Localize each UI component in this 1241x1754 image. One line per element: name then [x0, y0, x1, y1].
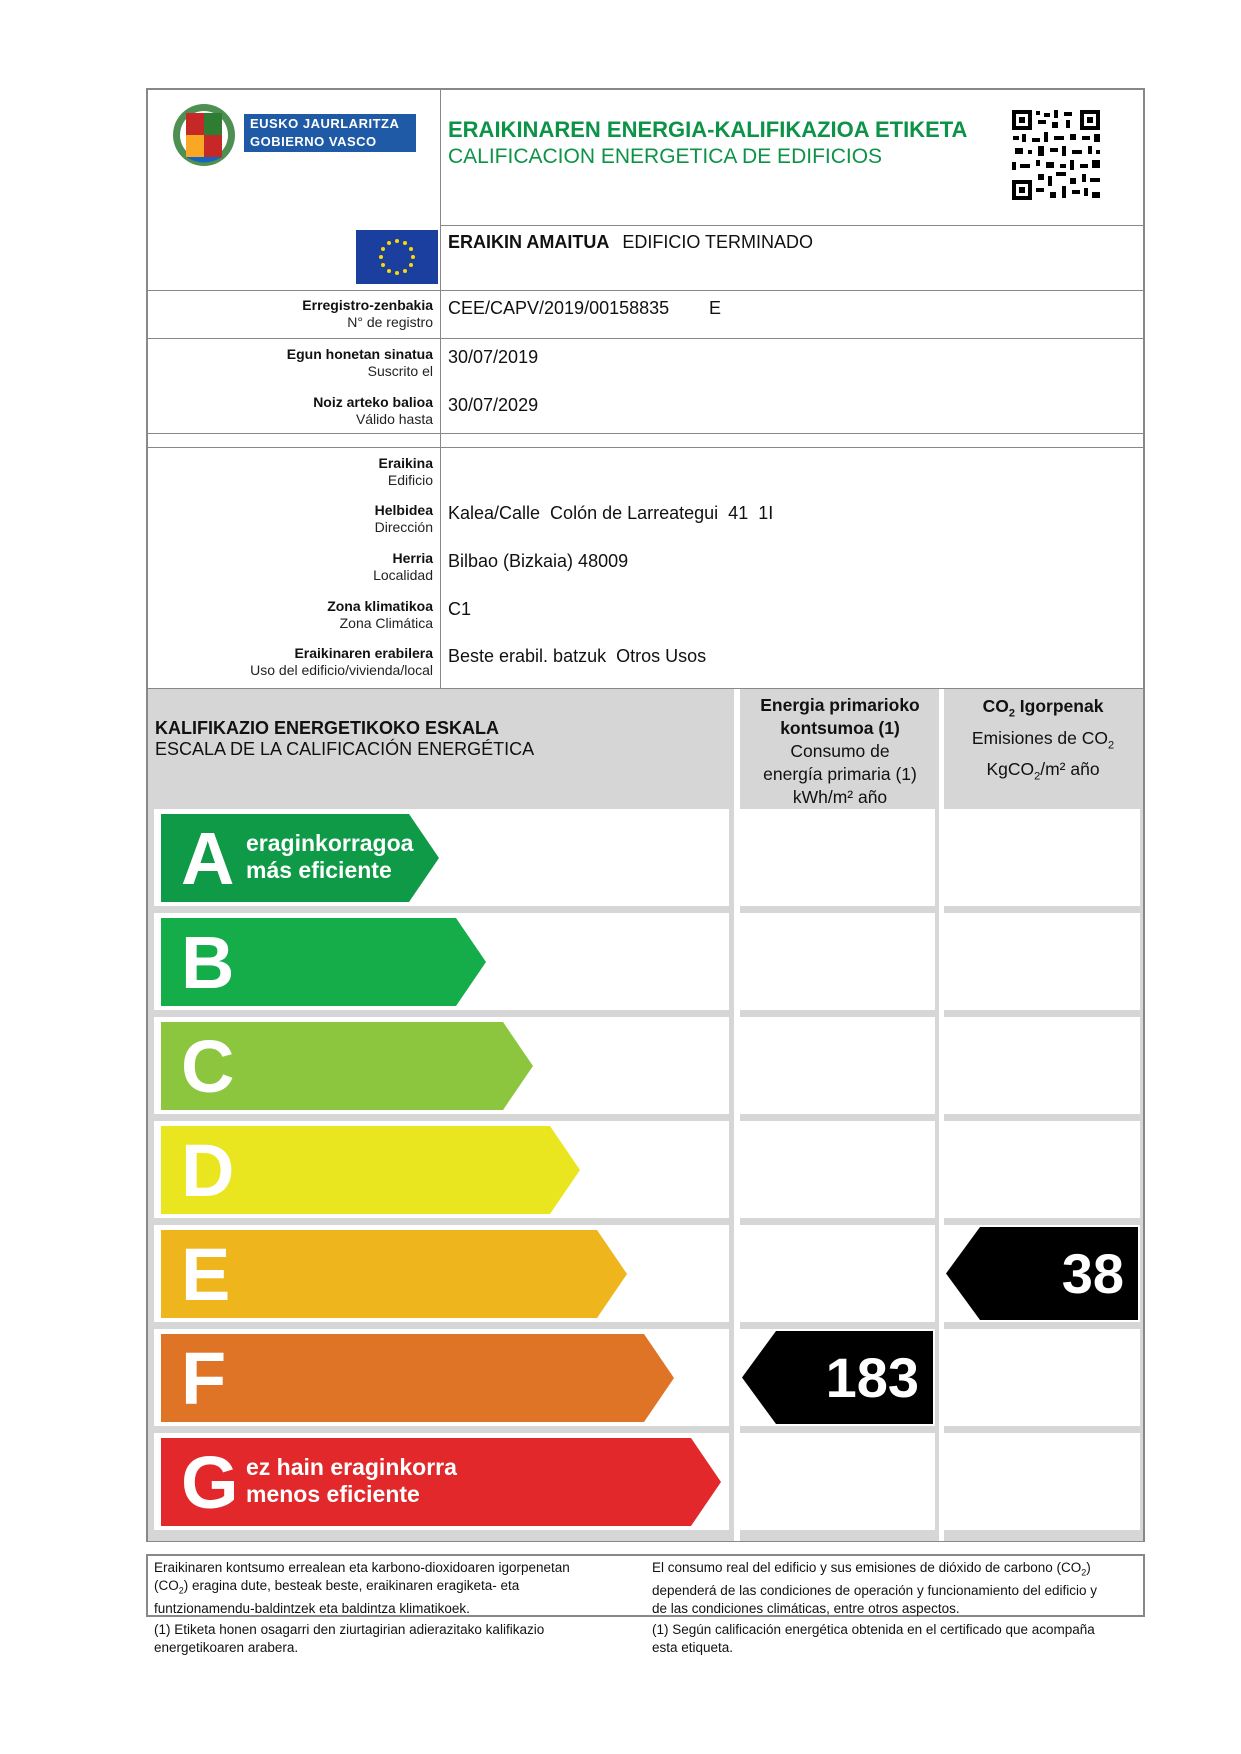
co2-cell: [944, 1017, 1140, 1114]
scale-title-es: ESCALA DE LA CALIFICACIÓN ENERGÉTICA: [155, 739, 535, 759]
signed-label-eu: Egun honetan sinatua: [286, 346, 433, 362]
valid-label-eu: Noiz arteko balioa: [313, 394, 433, 410]
co2-header-l1-sub: 2: [1008, 707, 1015, 720]
energy-cell: [740, 913, 935, 1010]
energy-header-l3: Consumo de: [790, 741, 890, 761]
co2-cell: [944, 809, 1140, 906]
divider: [146, 433, 1145, 434]
footer-es-line1-sub: 2: [1081, 1567, 1087, 1578]
locality-value: Bilbao (Bizkaia) 48009: [448, 551, 629, 571]
valid-date: 30/07/2029: [448, 395, 539, 415]
divider: [146, 338, 1145, 339]
co2-cell: [944, 913, 1140, 1010]
valid-label-es: Válido hasta: [355, 411, 433, 427]
class-description-line1: eraginkorragoa: [246, 829, 414, 856]
energy-header-l5: kWh/m² año: [792, 787, 888, 807]
class-description-line2: más eficiente: [246, 856, 392, 883]
note-es-line2: esta etiqueta.: [652, 1640, 734, 1655]
footer-eu-line1: Eraikinaren kontsumo errealean eta karbono-dioxidoaren igorpenetan: [154, 1560, 570, 1575]
divider: [440, 225, 1145, 226]
note-es: [652, 1621, 1142, 1657]
co2-cell: [944, 1433, 1140, 1530]
note-eu-line2: energetikoaren arabera.: [154, 1640, 299, 1655]
building-label-eu: Eraikina: [378, 455, 433, 471]
energy-rating-value: 183: [825, 1345, 919, 1409]
class-description: [246, 1454, 457, 1508]
footer-eu-line2: [154, 1577, 634, 1600]
locality-label-es: Localidad: [373, 567, 433, 583]
use-label-es: Uso del edificio/vivienda/local: [250, 662, 433, 678]
class-letter: A: [181, 816, 235, 900]
co2-cell: [944, 1329, 1140, 1426]
footer-es-line1-b: ): [1086, 1560, 1091, 1575]
note-eu-line1: (1) Etiketa honen osagarri den ziurtagirian adierazitako kalifikazio: [154, 1622, 545, 1637]
class-letter: E: [181, 1232, 231, 1316]
footer-es-line3: de las condiciones climáticas, entre otros aspectos.: [652, 1600, 960, 1616]
status-es: EDIFICIO TERMINADO: [622, 232, 814, 252]
class-f-arrow: [161, 1334, 674, 1422]
energy-header-l2: kontsumoa (1): [780, 718, 900, 738]
zone-label-es: Zona Climática: [339, 615, 433, 631]
energy-cell: [740, 1121, 935, 1218]
co2-rating-value: 38: [1061, 1241, 1124, 1305]
class-letter: G: [181, 1440, 239, 1524]
co2-header-l3-a: KgCO: [986, 759, 1035, 779]
title-es: CALIFICACION ENERGETICA DE EDIFICIOS: [448, 145, 883, 168]
co2-header-l2-sub: 2: [1108, 739, 1115, 751]
energy-cell: [740, 809, 935, 906]
building-label-es: Edificio: [387, 472, 433, 488]
energy-cell: [740, 1433, 935, 1530]
class-description-line1: ez hain eraginkorra: [246, 1453, 457, 1480]
signed-date: 30/07/2019: [448, 347, 539, 367]
co2-column-header: [943, 694, 1143, 789]
signed-label-es: Suscrito el: [367, 363, 433, 379]
zone-value: C1: [448, 599, 472, 619]
energy-column-header: [734, 694, 946, 809]
co2-header-l1-a: CO: [982, 696, 1009, 716]
gov-name-es: GOBIERNO VASCO: [250, 134, 377, 149]
address-value: Kalea/Calle Colón de Larreategui 41 1I: [448, 503, 774, 523]
eu-flag: [356, 230, 438, 284]
co2-header-l3-b: /m² año: [1040, 759, 1100, 779]
class-letter: C: [181, 1024, 235, 1108]
co2-header-l1: [943, 694, 1143, 726]
address-label-eu: Helbidea: [374, 502, 433, 518]
co2-header-l1-b: Igorpenak: [1014, 696, 1104, 716]
scale-title-eu: KALIFIKAZIO ENERGETIKOKO ESKALA: [155, 718, 500, 738]
gov-name-eu: EUSKO JAURLARITZA: [250, 116, 400, 131]
footer-es-line1: [652, 1559, 1142, 1582]
footer-eu-line2-b: ) eragina dute, besteak beste, eraikinaren eragiketa- eta: [183, 1578, 520, 1593]
title-eu: ERAIKINAREN ENERGIA-KALIFIKAZIOA ETIKETA: [448, 117, 968, 142]
co2-header-l2: [943, 726, 1143, 758]
footer-es: [652, 1559, 1142, 1618]
class-description: [246, 830, 413, 884]
registration-label-eu: Erregistro-zenbakia: [302, 297, 433, 313]
registration-number: CEE/CAPV/2019/00158835: [448, 298, 670, 318]
qr-code: [1010, 108, 1102, 202]
registration-label-es: N° de registro: [347, 314, 433, 330]
registration-grade: E: [709, 298, 722, 318]
status-eu: ERAIKIN AMAITUA: [448, 232, 610, 252]
co2-header-l2-a: Emisiones de CO: [971, 727, 1109, 748]
class-e-arrow: [161, 1230, 627, 1318]
use-value: Beste erabil. batzuk Otros Usos: [448, 646, 707, 666]
energy-header-l1: Energia primarioko: [760, 695, 920, 715]
note-eu: [154, 1621, 634, 1657]
header-divider: [440, 88, 441, 689]
footer-eu: [154, 1559, 634, 1618]
class-letter: B: [181, 920, 235, 1004]
footer-es-line2: dependerá de las condiciones de operación y funcionamiento del edificio y: [652, 1582, 1098, 1598]
class-letter: F: [181, 1336, 227, 1420]
co2-header-l3-sub: 2: [1034, 770, 1041, 783]
zone-label-eu: Zona klimatikoa: [327, 598, 433, 614]
footer-es-line1-a: El consumo real del edificio y sus emisiones de dióxido de carbono (CO: [652, 1560, 1082, 1575]
footer-eu-line2-a: (CO: [154, 1578, 179, 1593]
footer-eu-line2-sub: 2: [178, 1585, 184, 1596]
co2-header-l3: [943, 757, 1143, 789]
divider: [146, 290, 1145, 291]
building-status: [448, 232, 813, 253]
locality-label-eu: Herria: [392, 550, 433, 566]
co2-cell: [944, 1121, 1140, 1218]
footer-eu-line3: funtzionamendu-baldintzek eta baldintza klimatikoek.: [154, 1600, 470, 1616]
note-es-line1: (1) Según calificación energética obtenida en el certificado que acompaña: [652, 1622, 1095, 1637]
class-description-line2: menos eficiente: [246, 1480, 420, 1507]
divider: [146, 447, 1145, 448]
energy-cell: [740, 1017, 935, 1114]
energy-header-l4: energía primaria (1): [763, 764, 917, 784]
class-letter: D: [181, 1128, 235, 1212]
class-f-arrow-shape: [161, 1334, 674, 1422]
use-label-eu: Eraikinaren erabilera: [294, 645, 433, 661]
class-e-arrow-shape: [161, 1230, 627, 1318]
energy-cell: [740, 1225, 935, 1322]
address-label-es: Dirección: [374, 519, 433, 535]
